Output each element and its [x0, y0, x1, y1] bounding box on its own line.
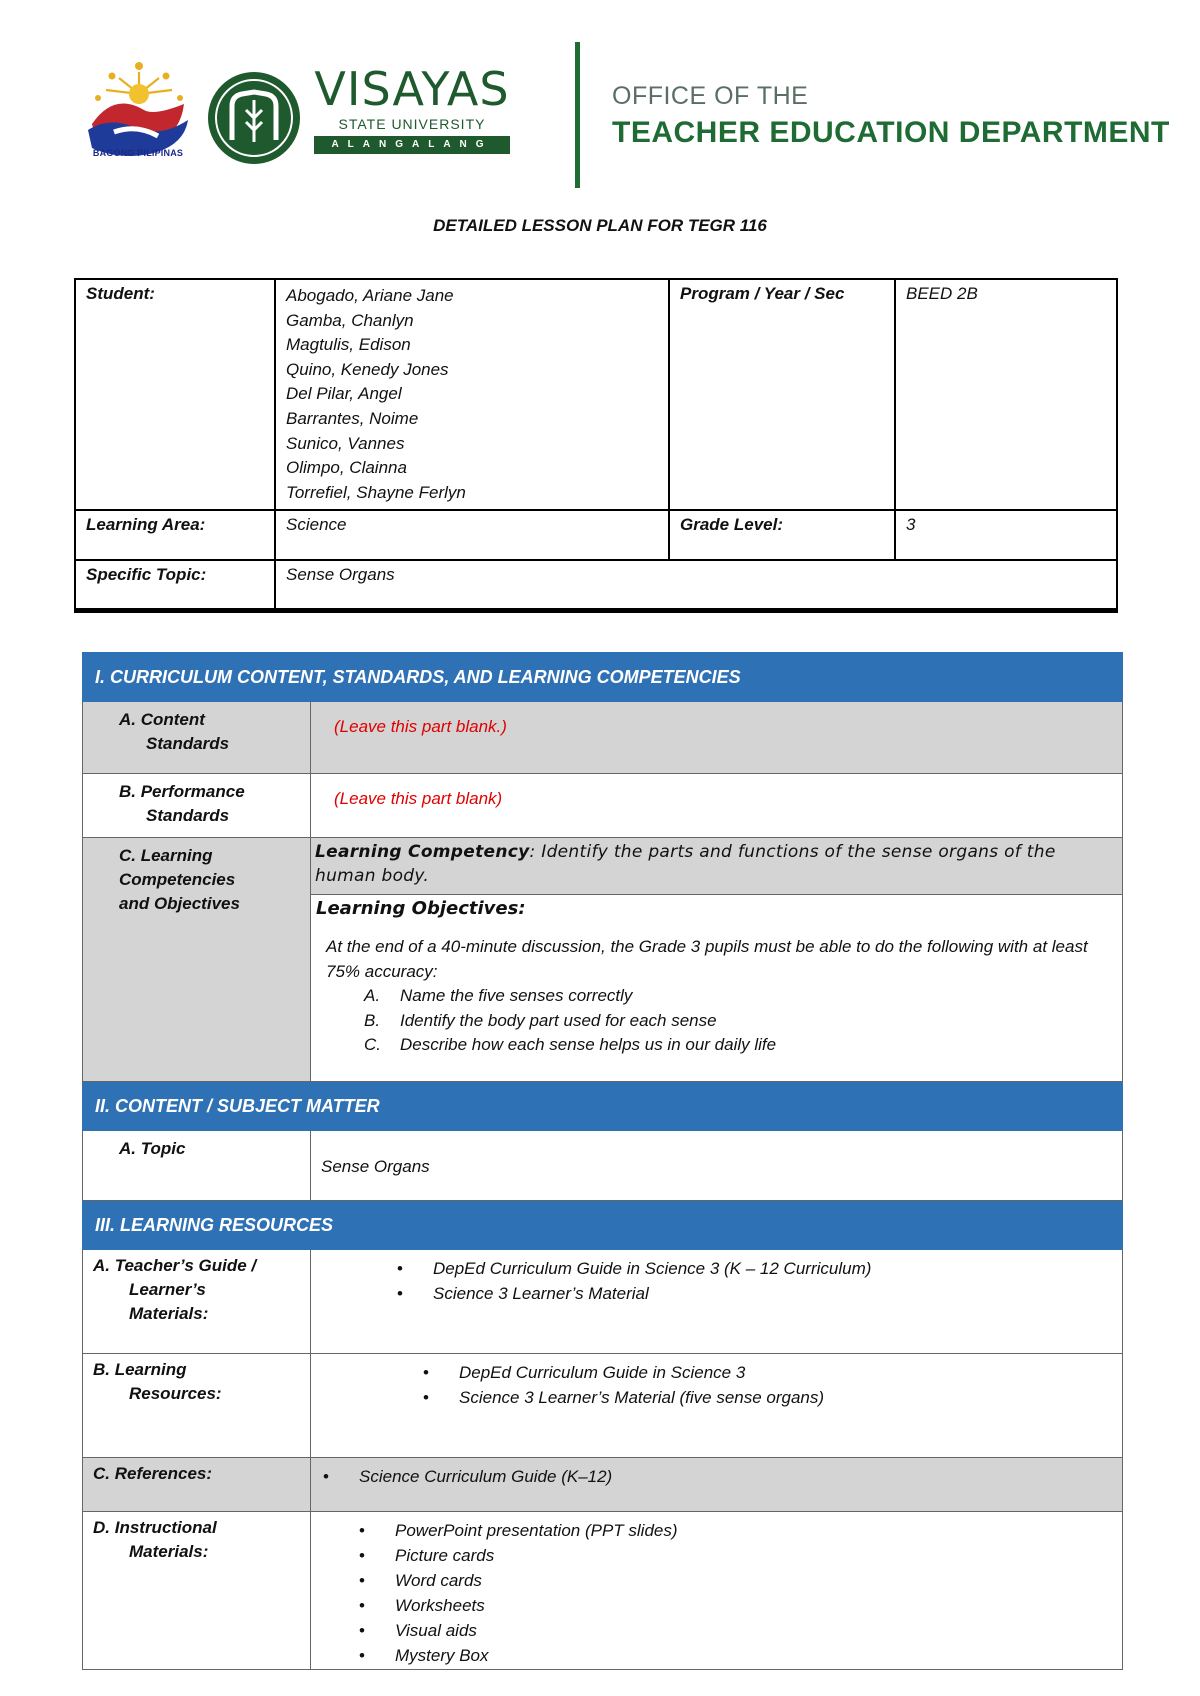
lr-label-2: Resources:	[129, 1384, 222, 1403]
teachers-guide-label	[83, 1250, 311, 1354]
specific-topic-label: Specific Topic:	[75, 560, 275, 610]
objectives-intro: At the end of a 40-minute discussion, the Grade 3 pupils must be able to do the following with at least 75% accuracy:	[326, 937, 1088, 981]
bullet-icon: •	[359, 1521, 365, 1540]
tg-label-3: Materials:	[129, 1304, 209, 1323]
references-cell	[311, 1458, 1123, 1512]
learning-area-label: Learning Area:	[75, 510, 275, 560]
vsu-logo-icon	[206, 70, 302, 166]
list-item-text: Mystery Box	[395, 1646, 489, 1665]
program-label: Program / Year / Sec	[669, 279, 895, 510]
table-row	[83, 1458, 1123, 1512]
table-row	[83, 838, 1123, 895]
bullet-icon: •	[359, 1621, 365, 1640]
objective-text: Identify the body part used for each sense	[400, 1010, 717, 1030]
tg-label-1: A. Teacher’s Guide /	[93, 1256, 257, 1275]
student-name: Barrantes, Noime	[286, 408, 419, 428]
bullet-icon: •	[397, 1259, 403, 1278]
bullet-icon: •	[323, 1467, 329, 1486]
objective-letter: A.	[364, 986, 381, 1005]
objective-letter: B.	[364, 1010, 381, 1030]
list-item-text: PowerPoint presentation (PPT slides)	[395, 1521, 678, 1540]
vsu-campus: ALANGALANG	[314, 136, 510, 154]
teachers-guide-cell	[311, 1250, 1123, 1354]
list-item-text: DepEd Curriculum Guide in Science 3 (K – 12 Curriculum)	[433, 1259, 872, 1278]
content-standards-value-cell	[311, 702, 1123, 774]
office-line-2: TEACHER EDUCATION DEPARTMENT	[612, 116, 1170, 149]
document-title: DETAILED LESSON PLAN FOR TEGR 116	[433, 216, 767, 235]
learning-area-value: Science	[275, 510, 669, 560]
lesson-plan-table	[82, 652, 1123, 1670]
student-name: Quino, Kenedy Jones	[286, 359, 449, 379]
list-item	[397, 1256, 1122, 1281]
list-item-text: Visual aids	[395, 1621, 477, 1640]
list-item	[359, 1593, 1122, 1618]
objective-text: Name the five senses correctly	[400, 986, 633, 1005]
references-label: C. References:	[83, 1458, 311, 1512]
bagong-pilipinas-seal-icon	[84, 54, 194, 162]
list-item	[423, 1360, 1122, 1385]
grade-level-value: 3	[895, 510, 1117, 560]
performance-label-2: Standards	[146, 806, 230, 825]
list-item	[323, 1464, 1122, 1489]
seal-caption: BAGONG PILIPINAS	[92, 148, 184, 158]
learning-resources-label	[83, 1354, 311, 1458]
references-list	[323, 1464, 1122, 1489]
competency-label-3: and Objectives	[119, 894, 240, 913]
teachers-guide-list	[397, 1256, 1122, 1306]
table-row	[75, 510, 1117, 560]
objectives-heading: Learning Objectives:	[316, 898, 526, 919]
content-standards-label-2: Standards	[146, 734, 230, 753]
im-label-1: D. Instructional	[93, 1518, 217, 1537]
list-item-text: Worksheets	[395, 1596, 485, 1615]
student-info-table	[74, 278, 1118, 613]
bullet-icon: •	[359, 1546, 365, 1565]
list-item-text: Word cards	[395, 1571, 482, 1590]
list-item	[359, 1643, 1122, 1668]
list-item	[359, 1618, 1122, 1643]
performance-standards-label	[83, 774, 311, 838]
competency-label-1: C. Learning	[119, 846, 213, 865]
list-item-text: Picture cards	[395, 1546, 495, 1565]
objective-text: Describe how each sense helps us in our daily life	[400, 1035, 777, 1054]
list-item	[326, 984, 1111, 1009]
table-row	[83, 1131, 1123, 1201]
objectives-list	[326, 984, 1111, 1058]
section-header-row	[83, 1082, 1123, 1131]
program-value: BEED 2B	[895, 279, 1117, 510]
competency-heading: Learning Competency	[315, 842, 530, 862]
section-header-row	[83, 1201, 1123, 1250]
learning-resources-cell	[311, 1354, 1123, 1458]
list-item-text: DepEd Curriculum Guide in Science 3	[459, 1363, 746, 1382]
vsu-wordmark	[314, 62, 510, 154]
section-3-title: III. LEARNING RESOURCES	[83, 1201, 1123, 1250]
performance-standards-value-cell	[311, 774, 1123, 838]
instructional-materials-cell	[311, 1512, 1123, 1670]
objective-letter: C.	[364, 1035, 381, 1054]
bullet-icon: •	[359, 1646, 365, 1665]
list-item-text: Science 3 Learner’s Material (five sense organs)	[459, 1388, 825, 1407]
section-2-title: II. CONTENT / SUBJECT MATTER	[83, 1082, 1123, 1131]
header-divider	[575, 42, 580, 188]
topic-value: Sense Organs	[311, 1131, 1123, 1201]
table-row	[83, 1354, 1123, 1458]
instructional-materials-label	[83, 1512, 311, 1670]
student-name: Sunico, Vannes	[286, 433, 405, 453]
table-row	[83, 1250, 1123, 1354]
competency-cell	[311, 838, 1123, 895]
student-name: Abogado, Ariane Jane	[286, 286, 454, 305]
table-row	[75, 279, 1117, 510]
vsu-subtitle: STATE UNIVERSITY	[338, 116, 486, 132]
list-item	[423, 1385, 1122, 1410]
competency-text: : Identify the parts and functions of the sense organs of the human body.	[315, 842, 1056, 886]
performance-standards-value: (Leave this part blank)	[334, 789, 503, 808]
vsu-title: VISAYAS	[314, 62, 510, 116]
student-name: Olimpo, Clainna	[286, 458, 407, 478]
list-item	[326, 1009, 1111, 1034]
table-row	[75, 560, 1117, 610]
lr-label-1: B. Learning	[93, 1360, 187, 1379]
bullet-icon: •	[397, 1284, 403, 1303]
office-line-1: OFFICE OF THE	[612, 82, 809, 110]
table-row	[83, 1512, 1123, 1670]
content-standards-value: (Leave this part blank.)	[334, 717, 507, 736]
bullet-icon: •	[359, 1596, 365, 1615]
section-1-title: I. CURRICULUM CONTENT, STANDARDS, AND LEARNING COMPETENCIES	[83, 653, 1123, 702]
instructional-materials-list	[359, 1518, 1122, 1668]
learning-resources-list	[423, 1360, 1122, 1410]
tg-label-2: Learner’s	[129, 1280, 206, 1299]
table-row	[83, 702, 1123, 774]
bullet-icon: •	[423, 1363, 429, 1382]
list-item	[359, 1568, 1122, 1593]
objectives-body	[312, 921, 1121, 1068]
student-name: Del Pilar, Angel	[286, 384, 402, 404]
student-name: Torrefiel, Shayne Ferlyn	[286, 482, 466, 502]
bullet-icon: •	[423, 1388, 429, 1407]
list-item-text: Science Curriculum Guide (K–12)	[359, 1467, 613, 1486]
competency-label	[83, 838, 311, 1082]
list-item	[326, 1033, 1111, 1058]
objectives-cell	[311, 895, 1123, 1082]
table-row	[83, 774, 1123, 838]
student-label: Student:	[75, 279, 275, 510]
list-item	[359, 1518, 1122, 1543]
topic-label: A. Topic	[83, 1131, 311, 1201]
content-standards-label-1: A. Content	[119, 710, 205, 729]
letterhead	[0, 0, 1200, 200]
competency-label-2: Competencies	[119, 870, 236, 889]
list-item-text: Science 3 Learner’s Material	[433, 1284, 649, 1303]
specific-topic-value: Sense Organs	[275, 560, 1117, 610]
bullet-icon: •	[359, 1571, 365, 1590]
list-item	[397, 1281, 1122, 1306]
student-name: Gamba, Chanlyn	[286, 310, 414, 330]
list-item	[359, 1543, 1122, 1568]
content-standards-label	[83, 702, 311, 774]
student-names	[275, 279, 669, 510]
im-label-2: Materials:	[129, 1542, 209, 1561]
grade-level-label: Grade Level:	[669, 510, 895, 560]
section-header-row	[83, 653, 1123, 702]
student-name: Magtulis, Edison	[286, 335, 411, 355]
performance-label-1: B. Performance	[119, 782, 245, 801]
